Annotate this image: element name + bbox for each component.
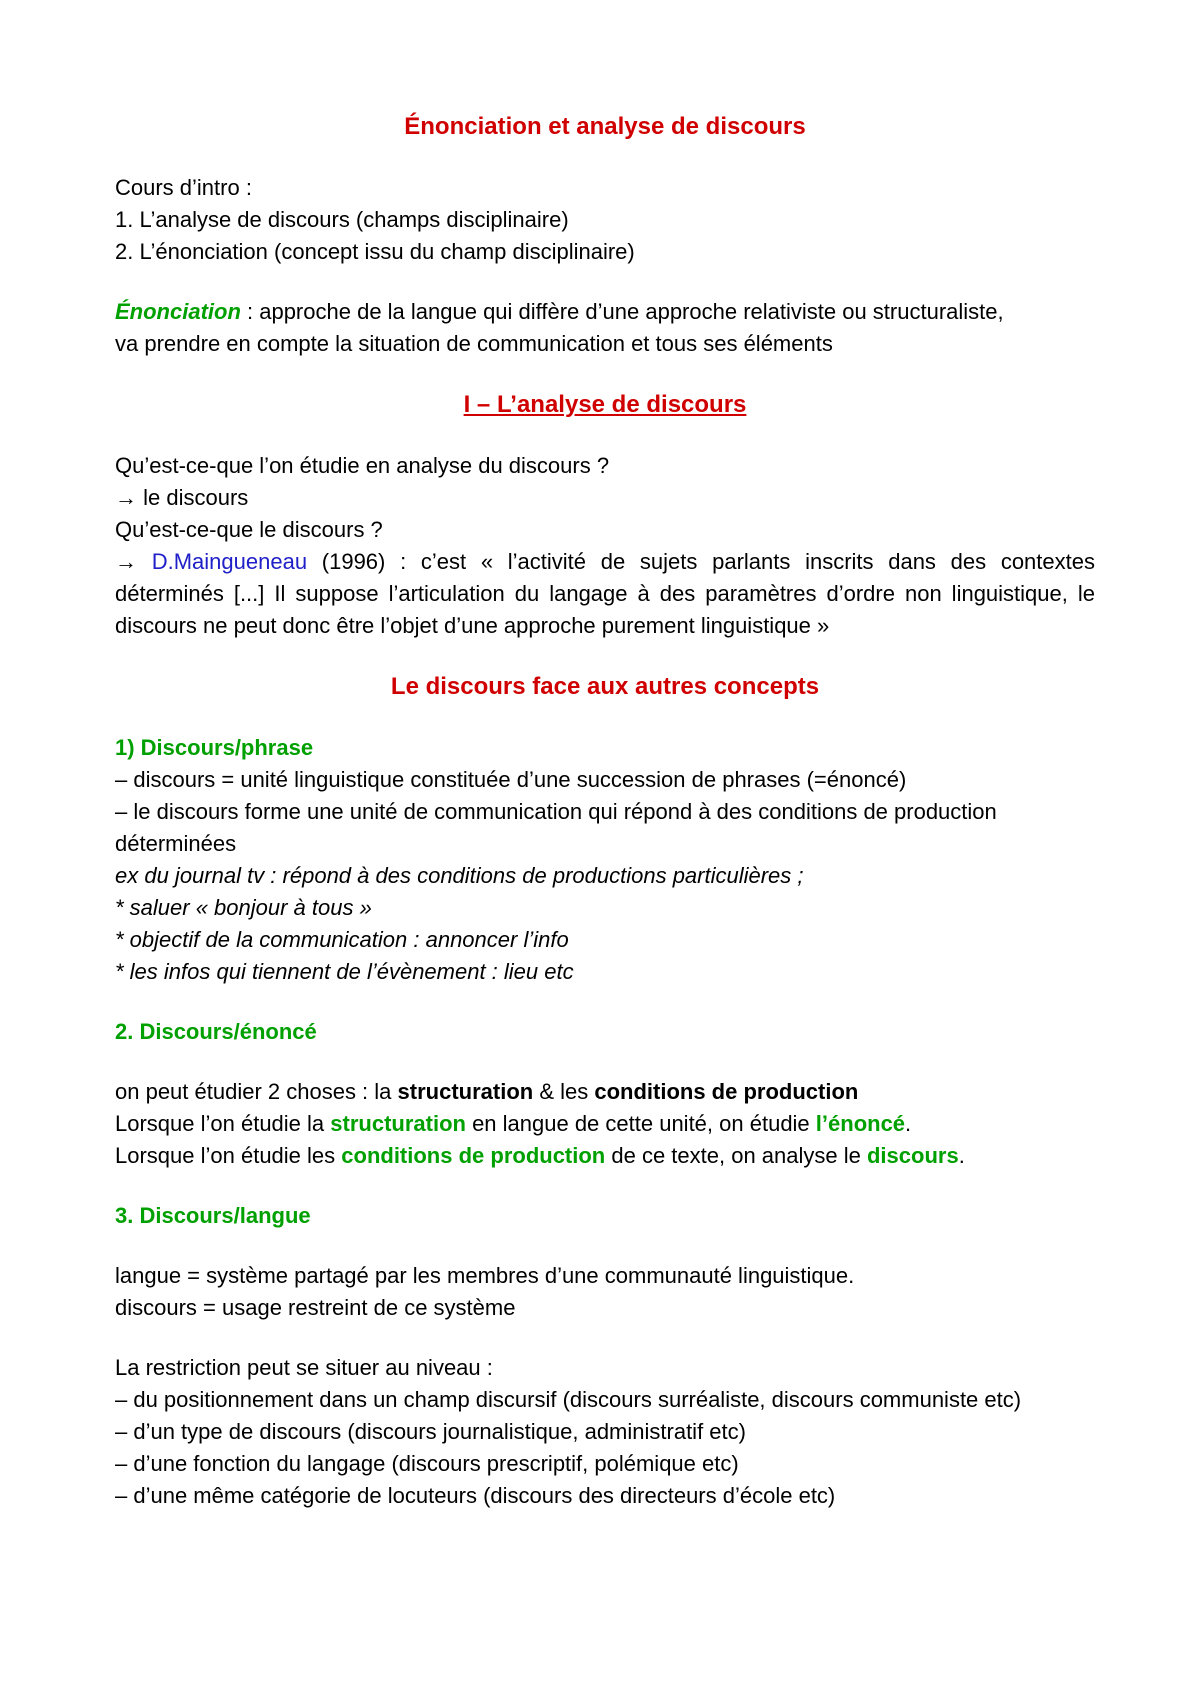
subsection-3-line-1: langue = système partagé par les membres d’une communauté linguistique. (115, 1263, 855, 1288)
subsection-2-para-1 (115, 1076, 1095, 1108)
text-run: . (958, 1143, 965, 1168)
text-run-highlight: structuration (330, 1111, 466, 1136)
maingueneau-quote (115, 546, 1095, 642)
subsection-3-line-6: – d’une fonction du langage (discours prescriptif, polémique etc) (115, 1451, 739, 1476)
document-title: Énonciation et analyse de discours (404, 113, 806, 140)
question-1: Qu’est-ce-que l’on étudie en analyse du discours ? (115, 453, 610, 478)
text-run-highlight: discours (866, 1143, 959, 1168)
subsection-1-line-2: – le discours forme une unité de communication qui répond à des conditions de production (115, 799, 997, 824)
subsection-1-title: 1) Discours/phrase (115, 735, 314, 760)
example-line-3: * objectif de la communication : annoncer l’info (115, 927, 569, 952)
document-page (115, 110, 1095, 1512)
quote-text: (1996) : c’est « l’activité de sujets parlants inscrits dans des contextes déterminés [...] Il suppose l’articulation du langage à des paramètres d’ordre non linguistique, le discours ne peut donc être l’objet d’une approche purement linguistique » (115, 549, 1095, 638)
subsection-2-title: 2. Discours/énoncé (115, 1019, 317, 1044)
answer-1: → le discours (115, 485, 249, 510)
subsection-1-line-1: – discours = unité linguistique constituée d’une succession de phrases (=énoncé) (115, 767, 907, 792)
definition-term: Énonciation (115, 299, 241, 324)
example-line-4: * les infos qui tiennent de l’évènement : lieu etc (115, 959, 574, 984)
subsection-3-line-3: La restriction peut se situer au niveau : (115, 1355, 493, 1380)
intro-item-2: 2. L’énonciation (concept issu du champ disciplinaire) (115, 239, 635, 264)
subsection-3-line-4: – du positionnement dans un champ discursif (discours surréaliste, discours communiste etc) (115, 1387, 1022, 1412)
subsection-3-title: 3. Discours/langue (115, 1203, 311, 1228)
definition-line-1 (115, 296, 1095, 328)
section-1-title: I – L’analyse de discours (463, 391, 747, 418)
subsection-3-line-2: discours = usage restreint de ce système (115, 1295, 516, 1320)
intro-heading: Cours d’intro : (115, 175, 252, 200)
intro-item-1: 1. L’analyse de discours (champs disciplinaire) (115, 207, 569, 232)
section-2-title: Le discours face aux autres concepts (390, 673, 820, 700)
arrow: → (115, 549, 152, 574)
subsection-2-para-3 (115, 1140, 1095, 1172)
text-run-highlight: l’énoncé (815, 1111, 906, 1136)
text-run: . (905, 1111, 912, 1136)
text-run: Lorsque l’on étudie la (115, 1111, 331, 1136)
example-line-2: * saluer « bonjour à tous » (115, 895, 372, 920)
definition-text-1: : approche de la langue qui diffère d’une approche relativiste ou structuraliste, (240, 299, 1004, 324)
text-run-highlight: conditions de production (341, 1143, 606, 1168)
text-run-bold: conditions de production (594, 1079, 859, 1104)
author-name: D.Maingueneau (151, 549, 308, 574)
question-2: Qu’est-ce-que le discours ? (115, 517, 383, 542)
subsection-2-para-2 (115, 1108, 1095, 1140)
subsection-3-line-5: – d’un type de discours (discours journalistique, administratif etc) (115, 1419, 746, 1444)
text-run-bold: structuration (397, 1079, 534, 1104)
text-run: on peut étudier 2 choses : la (115, 1079, 398, 1104)
example-line-1: ex du journal tv : répond à des conditions de productions particulières ; (115, 863, 804, 888)
text-run: & les (533, 1079, 595, 1104)
subsection-3-line-7: – d’une même catégorie de locuteurs (discours des directeurs d’école etc) (115, 1483, 836, 1508)
definition-line-2: va prendre en compte la situation de communication et tous ses éléments (115, 331, 833, 356)
text-run: Lorsque l’on étudie les (115, 1143, 342, 1168)
text-run: de ce texte, on analyse le (605, 1143, 867, 1168)
subsection-1-line-3: déterminées (115, 831, 237, 856)
text-run: en langue de cette unité, on étudie (465, 1111, 816, 1136)
